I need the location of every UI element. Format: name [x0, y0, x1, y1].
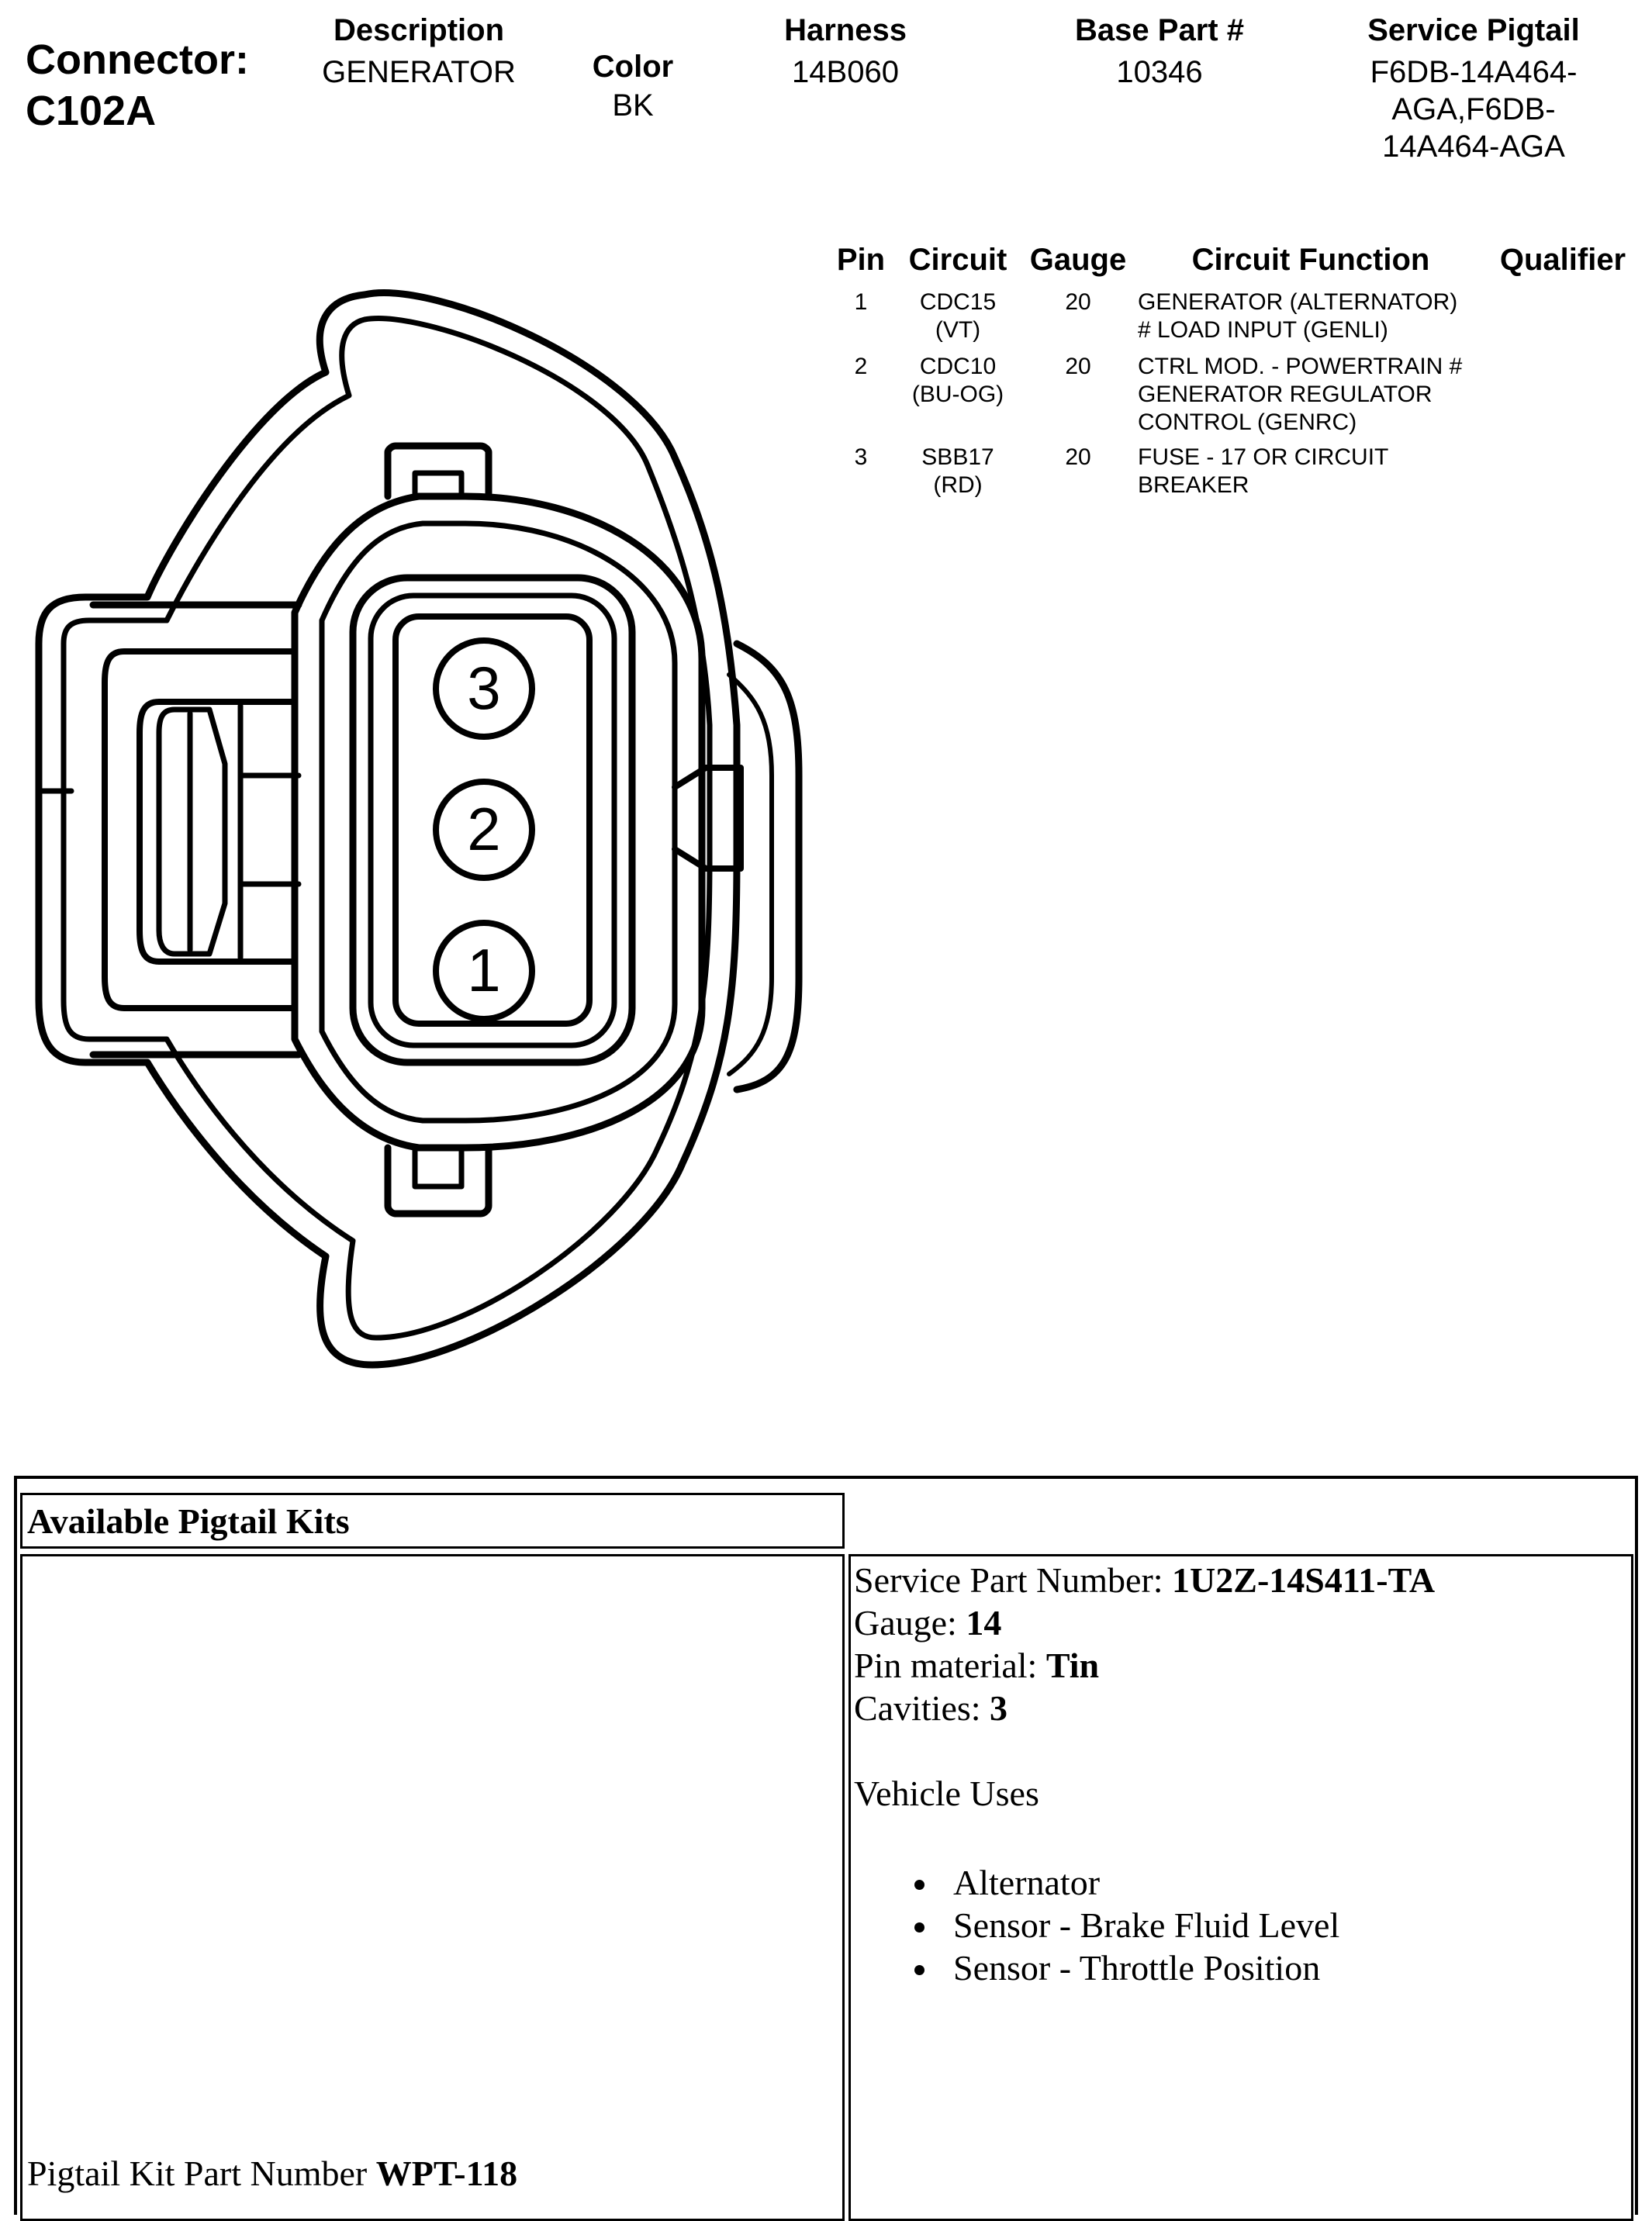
service-pigtail-column: [1342, 12, 1605, 165]
function-line: BREAKER: [1138, 472, 1249, 498]
circuit-color: (BU-OG): [911, 382, 1004, 407]
gauge-label: Gauge:: [854, 1603, 966, 1642]
bottom-key-inner: [415, 1148, 461, 1186]
cavities-label: Cavities:: [854, 1688, 990, 1728]
kit-part-label: Pigtail Kit Part Number: [27, 2154, 376, 2193]
function-line: CTRL MOD. - POWERTRAIN #: [1138, 354, 1463, 379]
description-label: Description: [333, 13, 505, 47]
pin-number: 2: [854, 354, 868, 379]
pin-1-label: 1: [467, 936, 501, 1004]
pin-number: 1: [854, 289, 868, 315]
circuit-cell: [900, 444, 1016, 499]
color-value: BK: [612, 88, 654, 123]
description-value: GENERATOR: [322, 55, 516, 89]
function-line: # LOAD INPUT (GENLI): [1138, 317, 1388, 343]
circuit-function-header: Circuit Function: [1191, 243, 1430, 277]
pin-3-label: 3: [467, 654, 501, 722]
connector-label: Connector:: [26, 36, 249, 83]
color-label: Color: [592, 50, 674, 84]
base-part-value: 10346: [1116, 55, 1203, 89]
connector-title: [26, 34, 249, 136]
service-part-number: [854, 1559, 1435, 1601]
description-column: [302, 12, 535, 91]
cavities-line: [854, 1687, 1435, 1729]
gauge-cell: 20: [1065, 444, 1091, 470]
function-cell: [1138, 444, 1495, 499]
circuit-cell: [900, 288, 1016, 344]
function-line: GENERATOR (ALTERNATOR): [1138, 289, 1458, 315]
service-pigtail-line: AGA,F6DB-: [1391, 92, 1556, 126]
pin-material-line: [854, 1644, 1435, 1687]
cavities-value: 3: [990, 1688, 1008, 1728]
kit-part-value: WPT-118: [375, 2154, 518, 2193]
circuit-code: SBB17: [921, 444, 994, 470]
circuit-code: CDC15: [919, 289, 997, 315]
harness-label: Harness: [784, 13, 907, 47]
pin-header: Pin: [836, 243, 886, 277]
function-cell: [1138, 353, 1495, 437]
pin-number: 3: [854, 444, 868, 470]
vehicle-use-item: Sensor - Throttle Position: [914, 1946, 1435, 1989]
vehicle-use-item: Alternator: [914, 1861, 1435, 1904]
base-part-label: Base Part #: [1075, 13, 1244, 47]
circuit-cell: [900, 353, 1016, 409]
pigtail-image-cell: [20, 1554, 845, 2221]
service-part-label: Service Part Number:: [854, 1560, 1173, 1600]
connector-face-diagram: [0, 264, 822, 1380]
pin-material-value: Tin: [1045, 1646, 1100, 1685]
service-pigtail-label: Service Pigtail: [1367, 13, 1580, 47]
circuit-header: Circuit: [908, 243, 1007, 277]
gauge-value: 14: [966, 1603, 1002, 1642]
color-column: [555, 49, 710, 124]
pigtail-details-cell: [848, 1554, 1633, 2221]
service-part-value: 1U2Z-14S411-TA: [1172, 1560, 1436, 1600]
vehicle-uses-label: Vehicle Uses: [854, 1774, 1039, 1813]
base-part-column: [1043, 12, 1276, 91]
qualifier-header: Qualifier: [1499, 243, 1626, 277]
function-line: CONTROL (GENRC): [1138, 409, 1357, 435]
latch-lines: [190, 706, 299, 958]
circuit-color: (VT): [935, 317, 981, 343]
function-cell: [1138, 288, 1495, 344]
harness-column: [745, 12, 946, 91]
function-line: FUSE - 17 OR CIRCUIT: [1138, 444, 1389, 470]
service-pigtail-line: 14A464-AGA: [1382, 130, 1565, 164]
bottom-key: [388, 1148, 489, 1214]
function-line: GENERATOR REGULATOR: [1138, 382, 1433, 407]
circuit-color: (RD): [933, 472, 983, 498]
left-latch-outer: [93, 605, 299, 1055]
connector-id: C102A: [26, 88, 157, 134]
gauge-cell: 20: [1065, 354, 1091, 379]
vehicle-uses-list: [914, 1861, 1435, 1989]
service-pigtail-line: F6DB-14A464-: [1370, 55, 1578, 89]
pigtail-title-cell: [20, 1493, 845, 1549]
gauge-header: Gauge: [1029, 243, 1127, 277]
pigtail-title: Available Pigtail Kits: [27, 1501, 350, 1541]
vehicle-use-item: Sensor - Brake Fluid Level: [914, 1904, 1435, 1946]
circuit-code: CDC10: [919, 354, 997, 379]
harness-value: 14B060: [792, 55, 899, 89]
kit-part-number: [27, 2152, 517, 2195]
pin-material-label: Pin material:: [854, 1646, 1046, 1685]
pin-2-label: 2: [467, 795, 501, 863]
gauge-cell: 20: [1065, 289, 1091, 315]
gauge-line: [854, 1601, 1435, 1644]
